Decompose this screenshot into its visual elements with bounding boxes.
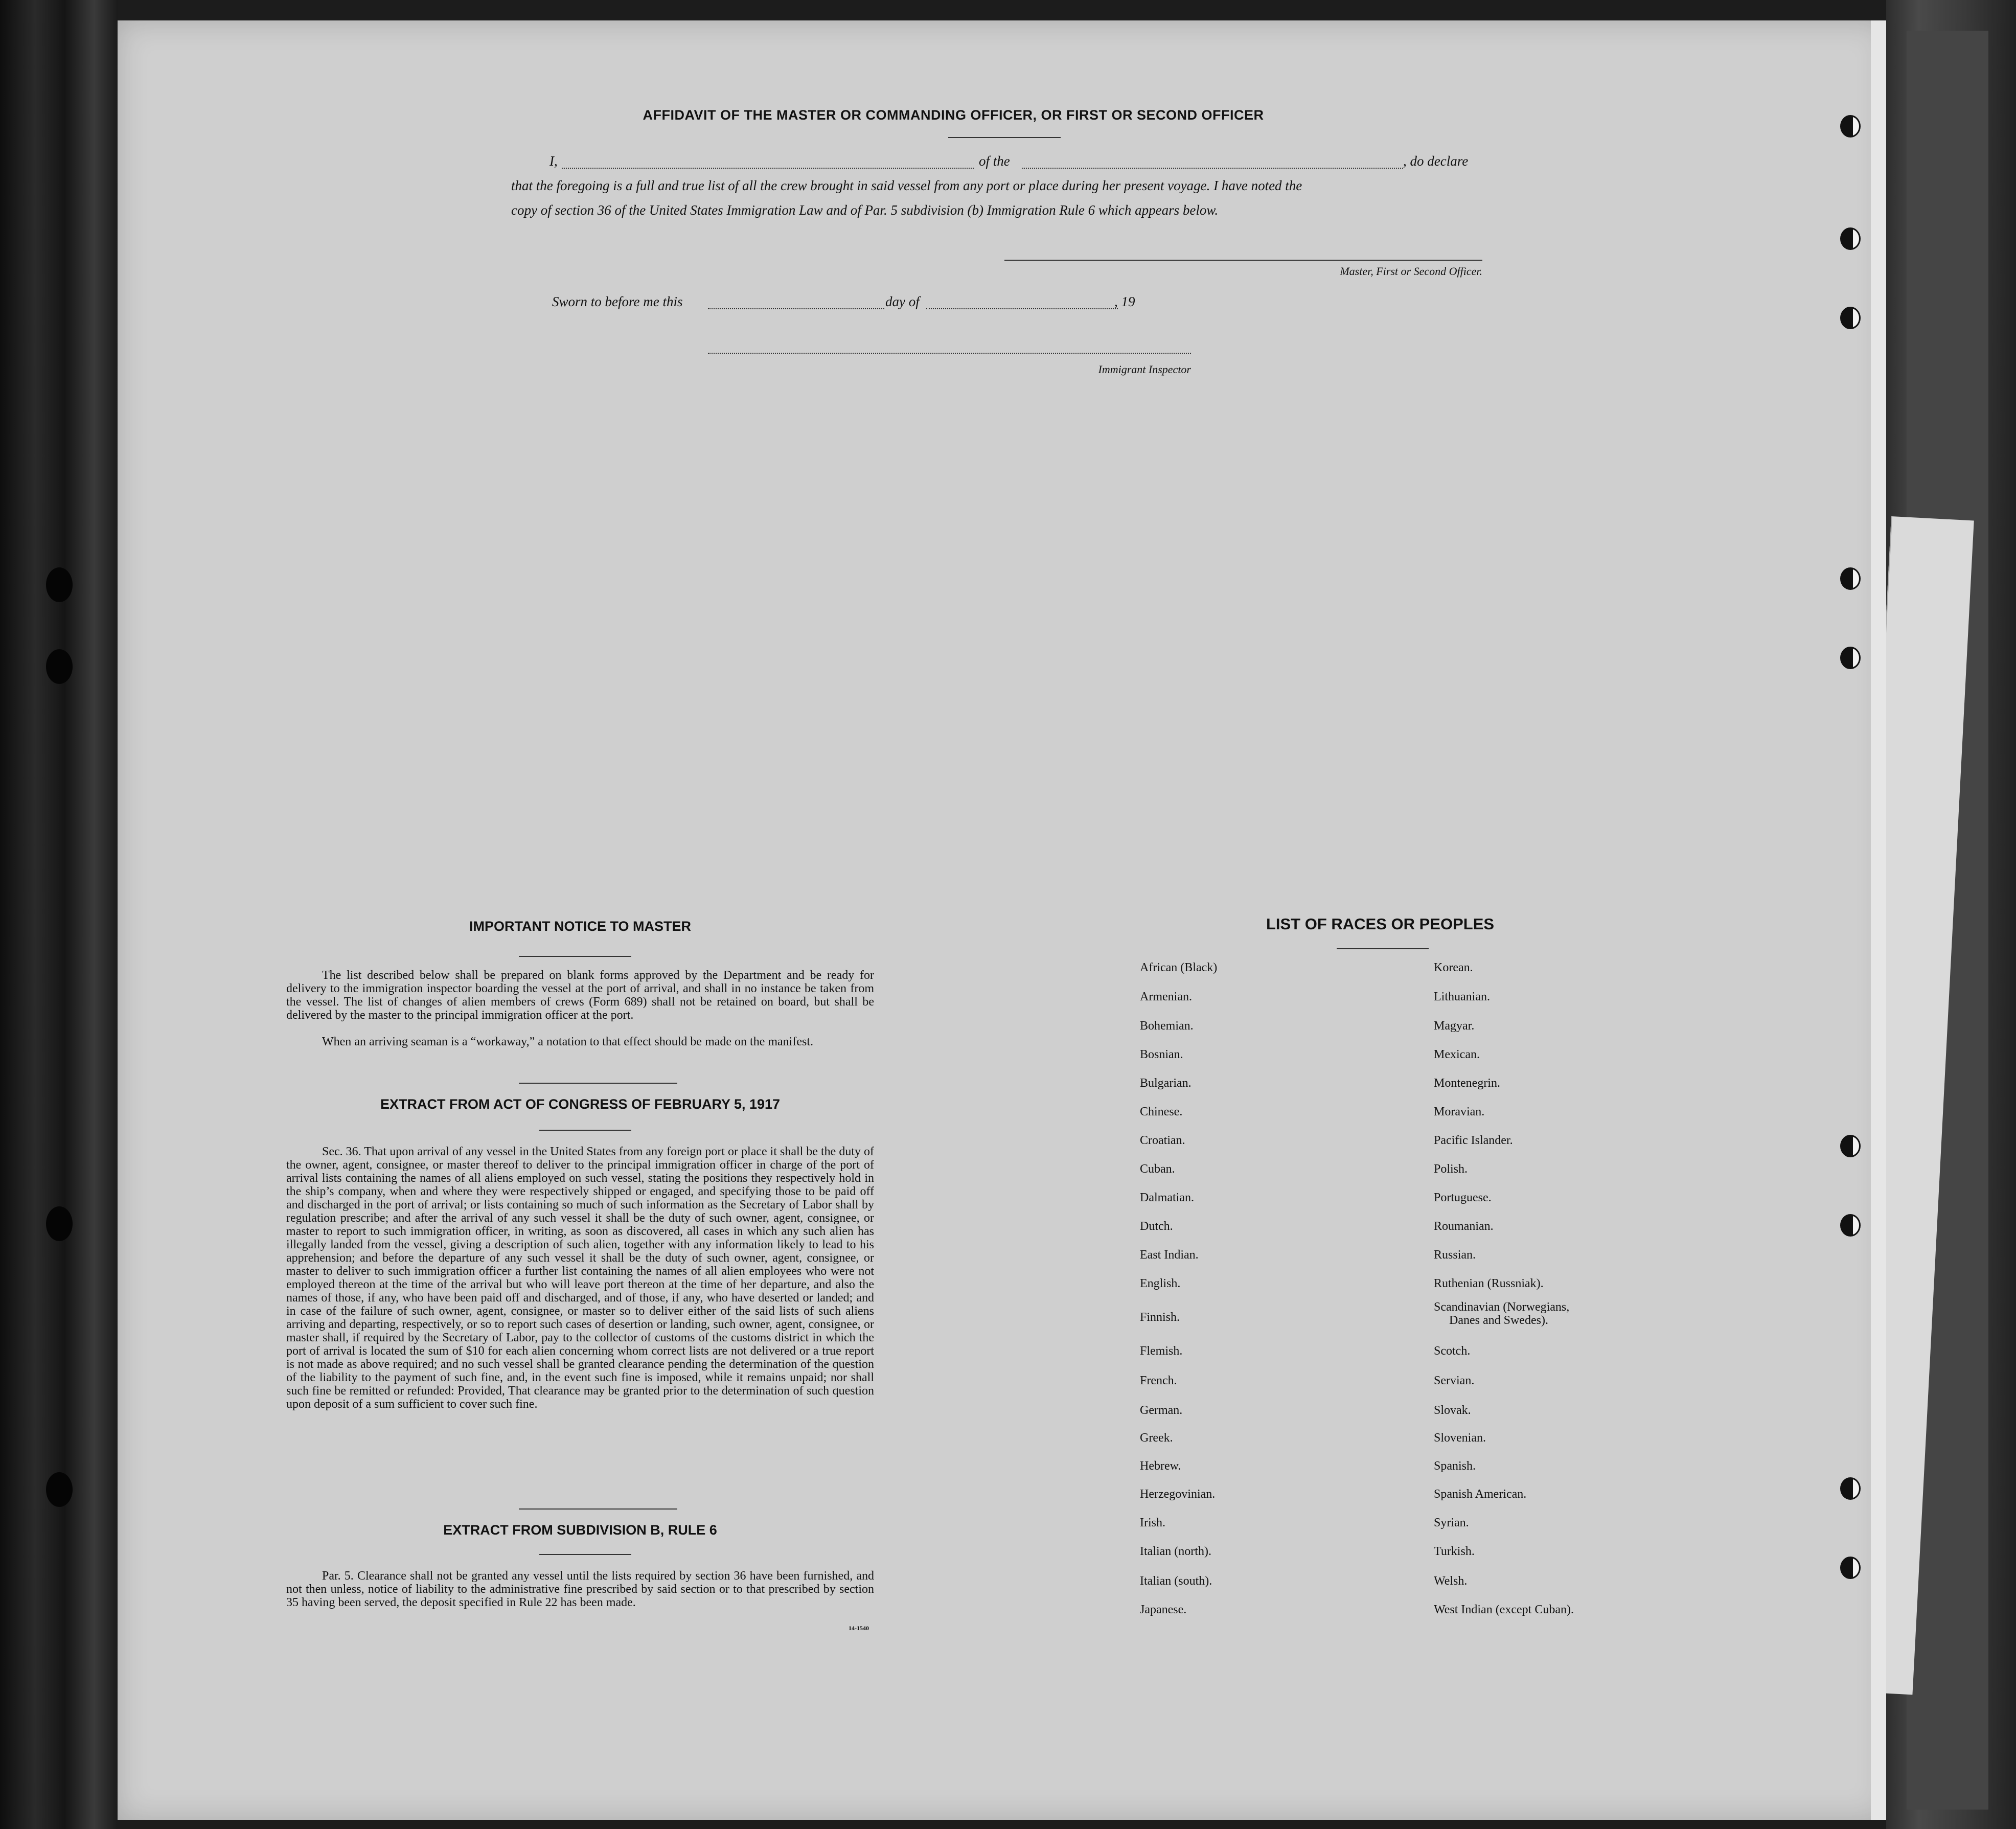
affidavit-do-declare: , do declare [1403, 153, 1469, 169]
signature-label: Master, First or Second Officer. [1340, 265, 1482, 278]
extract-act-body: Sec. 36. That upon arrival of any vessel in the United States from any foreign port or place it shall be the duty of the owner, agent, consignee, or master thereof to deliver to the principal immigration officer in charge of the port of arrival lists containing the names of all aliens employed on such vessel, stating the positions they respectively hold in the ship’s company, when and where they were respectively shipped or engaged, and specifying those to be paid off and discharged in the port of arrival; or lists containing so much of such information as the Secretary of Labor shall by regulation prescribe; and after the arrival of any such vessel it shall be the duty of such owner, agent, consignee, or master to report to such immigration officer, in writing, as soon as discovered, all cases in which any such alien has illegally landed from the vessel, giving a description of such alien, together with any information likely to lead to his apprehension; and before the departure of any such vessel it shall be the duty of such owner, agent, consignee, or master to deliver to such immigration officer a further list containing the names of all alien employees who were not employed thereon at the time of the arrival but who will leave port thereon at the time of her departure, and also the names of those, if any, who have been paid off and discharged, and of those, if any, who have deserted or landed; and in case of the failure of such owner, agent, consignee, or master so to deliver either of the said lists of such aliens arriving and departing, respectively, or so to report such cases of desertion or landing, such owner, agent, consignee, or master shall, if required by the Secretary of Labor, pay to the collector of customs of the customs district in which the port of arrival is located the sum of $10 for each alien concerning whom correct lists are not delivered or a true report is not made as above required; and no such vessel shall be granted clearance pending the determination of the question of the liability to the payment of such fine, and, in the event such fine is imposed, while it remains unpaid; nor shall such fine be remitted or refunded: Provided, That clearance may be granted prior to the determination of such question upon deposit of a sum sufficient to cover such fine. [286, 1145, 874, 1411]
binder-hole [46, 567, 73, 602]
inspector-label: Immigrant Inspector [1098, 363, 1191, 376]
race-item: West Indian (except Cuban). [1434, 1603, 1574, 1616]
race-item: Hebrew. [1140, 1459, 1181, 1473]
race-item: Roumanian. [1434, 1220, 1494, 1233]
race-item: Lithuanian. [1434, 990, 1490, 1003]
affidavit-of-the: of the [979, 153, 1010, 169]
race-item: Finnish. [1140, 1311, 1180, 1324]
day-blank [708, 308, 884, 309]
form-number: 14-1540 [849, 1625, 869, 1632]
divider [539, 1130, 631, 1131]
race-item: Slovak. [1434, 1404, 1471, 1417]
divider [519, 1083, 677, 1084]
race-item: African (Black) [1140, 961, 1218, 974]
race-item: French. [1140, 1374, 1177, 1387]
race-item: Welsh. [1434, 1574, 1468, 1588]
races-title: LIST OF RACES OR PEOPLES [1266, 915, 1495, 933]
race-item: Dalmatian. [1140, 1191, 1194, 1204]
punch-hole [1840, 1135, 1861, 1157]
race-item: Montenegrin. [1434, 1077, 1500, 1090]
divider [519, 1508, 677, 1510]
punch-hole [1840, 567, 1861, 590]
binder-hole [46, 1472, 73, 1507]
race-item: East Indian. [1140, 1248, 1199, 1262]
race-item: Spanish. [1434, 1459, 1476, 1473]
vessel-blank [1022, 168, 1403, 169]
race-item: Chinese. [1140, 1105, 1183, 1118]
punch-hole [1840, 1477, 1861, 1500]
divider [539, 1554, 631, 1555]
race-item: Scandinavian (Norwegians, [1434, 1300, 1570, 1314]
punch-hole [1840, 115, 1861, 138]
notice-paragraph-2: When an arriving seaman is a “workaway,” a notation to that effect should be made on the manifest. [322, 1035, 813, 1048]
punch-hole [1840, 307, 1861, 329]
race-item: English. [1140, 1277, 1181, 1290]
race-item: Croatian. [1140, 1134, 1185, 1147]
race-item: Flemish. [1140, 1344, 1183, 1358]
race-item: Ruthenian (Russniak). [1434, 1277, 1544, 1290]
race-item: Portuguese. [1434, 1191, 1492, 1204]
race-item: Scotch. [1434, 1344, 1471, 1358]
race-item: Slovenian. [1434, 1431, 1486, 1445]
punch-hole [1840, 1557, 1861, 1579]
sworn-prefix: Sworn to before me this [552, 294, 683, 309]
race-item: Herzegovinian. [1140, 1488, 1216, 1501]
race-item: Bulgarian. [1140, 1077, 1192, 1090]
notice-paragraph-1: The list described below shall be prepared on blank forms approved by the Department and be ready for delivery to the immigration inspector boarding the vessel at the port of arrival, and shall in no instance be taken from the vessel. The list of changes of alien members of crews (Form 689) shall not be retained on board, but shall be delivered by the master to the principal immigration officer at the port. [286, 969, 874, 1022]
notice-title: IMPORTANT NOTICE TO MASTER [469, 919, 691, 934]
race-item: Armenian. [1140, 990, 1192, 1003]
race-item: Dutch. [1140, 1220, 1173, 1233]
page-edge [1871, 20, 1886, 1820]
race-item: Pacific Islander. [1434, 1134, 1513, 1147]
race-item: Bosnian. [1140, 1048, 1183, 1061]
affidavit-title: AFFIDAVIT OF THE MASTER OR COMMANDING OFFICER, OR FIRST OR SECOND OFFICER [643, 107, 1264, 123]
punch-hole [1840, 647, 1861, 669]
punch-hole [1840, 227, 1861, 250]
binder-hole [46, 649, 73, 684]
race-item: Korean. [1434, 961, 1473, 974]
race-item: Italian (north). [1140, 1545, 1211, 1558]
race-item: Bohemian. [1140, 1019, 1194, 1033]
divider [948, 137, 1061, 138]
punch-hole [1840, 1214, 1861, 1237]
affidavit-line-2: that the foregoing is a full and true list of all the crew brought in said vessel from any port or place during her present voyage. I have noted the [511, 178, 1302, 193]
race-item: Moravian. [1434, 1105, 1485, 1118]
divider [1337, 948, 1429, 949]
race-item: Danes and Swedes). [1449, 1314, 1548, 1327]
binder-left-edge [0, 0, 118, 1829]
race-item: Syrian. [1434, 1516, 1469, 1529]
race-item: Cuban. [1140, 1162, 1175, 1176]
race-item: Italian (south). [1140, 1574, 1212, 1588]
race-item: Turkish. [1434, 1545, 1475, 1558]
race-item: German. [1140, 1404, 1183, 1417]
affidavit-line-3: copy of section 36 of the United States Immigration Law and of Par. 5 subdivision (b) Immigration Rule 6 which appears below. [511, 202, 1219, 218]
race-item: Spanish American. [1434, 1488, 1527, 1501]
sworn-day-of: day of [885, 294, 920, 309]
race-item: Magyar. [1434, 1019, 1475, 1033]
sworn-year: , 19 [1114, 294, 1135, 309]
inspector-signature-line [708, 353, 1191, 354]
extract-rule-body: Par. 5. Clearance shall not be granted any vessel until the lists required by section 36 have been furnished, and not then unless, notice of liability to the administrative fine prescribed by said section or to that prescribed by section 35 having been served, the deposit specified in Rule 22 has been made. [286, 1569, 874, 1609]
divider [519, 956, 631, 957]
affidavit-i: I, [549, 153, 558, 169]
race-item: Mexican. [1434, 1048, 1480, 1061]
extract-act-title: EXTRACT FROM ACT OF CONGRESS OF FEBRUARY 5, 1917 [380, 1096, 781, 1112]
extract-rule-title: EXTRACT FROM SUBDIVISION B, RULE 6 [443, 1522, 717, 1538]
binder-hole [46, 1206, 73, 1241]
race-item: Russian. [1434, 1248, 1476, 1262]
race-item: Irish. [1140, 1516, 1165, 1529]
name-blank [562, 168, 974, 169]
race-item: Servian. [1434, 1374, 1475, 1387]
race-item: Greek. [1140, 1431, 1173, 1445]
signature-line [1004, 260, 1482, 261]
race-item: Japanese. [1140, 1603, 1187, 1616]
month-blank [926, 308, 1118, 309]
race-item: Polish. [1434, 1162, 1468, 1176]
